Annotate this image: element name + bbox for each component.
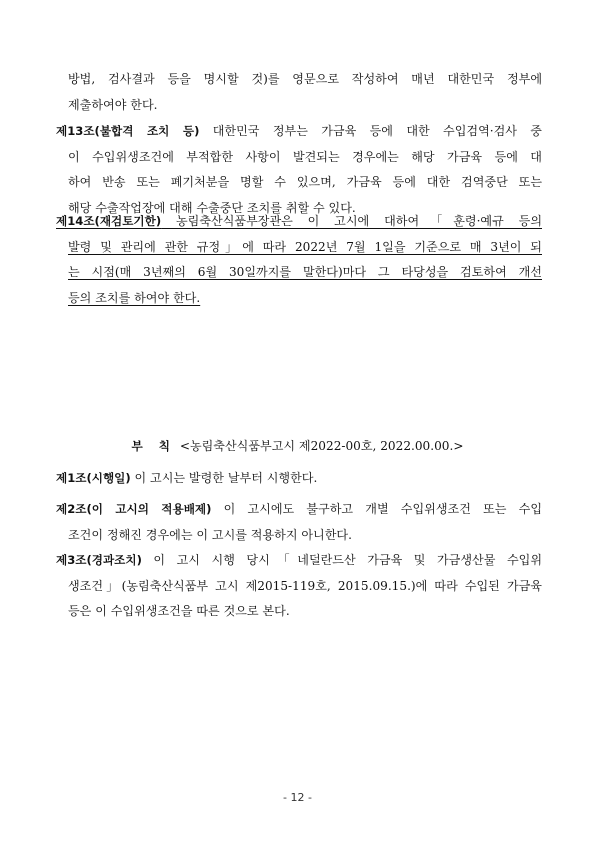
appendix-title	[0, 434, 595, 459]
article-first-line	[56, 548, 542, 574]
supplementary-article-1	[56, 466, 542, 492]
article-text: 이 고시에도 불구하고 개별 수입위생조건 또는 수입	[211, 502, 542, 516]
article-text: 대한민국 정부는 가금육 등에 대한 수입검역·검사 중	[199, 124, 542, 138]
article-text: 이 고시 시행 당시「네덜란드산 가금육 및 가금생산물 수입위	[141, 553, 542, 567]
paragraph-line: 방법, 검사결과 등을 명시할 것)를 영문으로 작성하여 매년 대한민국 정부에	[68, 72, 542, 86]
article-heading: 제14조(재검토기한)	[56, 214, 162, 228]
page-number: - 12 -	[283, 791, 312, 804]
article-heading: 제1조(시행일)	[56, 471, 131, 485]
article-13	[56, 119, 542, 221]
article-heading: 제2조(이 고시의 적용배제)	[56, 502, 212, 516]
article-first-line	[56, 466, 542, 492]
article-line: 해당 수출작업장에 대해 수출중단 조치를 취할 수 있다.	[68, 200, 356, 215]
article-line: 등의 조치를 하여야 한다.	[68, 290, 201, 305]
article-line: 등은 이 수입위생조건을 따른 것으로 본다.	[68, 604, 290, 618]
article-14	[56, 209, 542, 311]
article-line: 생조건」(농림축산식품부 고시 제2015-119호, 2015.09.15.)에 따라 수입된 가금육	[68, 578, 542, 593]
article-line: 이 수입위생조건에 부적합한 사항이 발견되는 경우에는 해당 가금육 등에 대	[68, 149, 542, 164]
appendix-notice: <농림축산식품부고시 제2022-00호, 2022.00.00.>	[179, 439, 464, 453]
article-text: 농림축산식품부장관은 이 고시에 대하여「훈령·예규 등의	[161, 214, 542, 228]
article-first-line	[56, 119, 542, 145]
article-text: 이 고시는 발령한 날부터 시행한다.	[130, 471, 318, 485]
article-line: 하여 반송 또는 폐기처분을 명할 수 있으며, 가금육 등에 대한 검역중단 또는	[68, 175, 542, 189]
article-line: 발령 및 관리에 관한 규정」에 따라 2022년 7월 1일을 기준으로 매 3년이 되	[68, 239, 542, 254]
article-line: 조건이 정해진 경우에는 이 고시를 적용하지 아니한다.	[68, 527, 352, 542]
appendix-label: 부 칙	[131, 439, 176, 453]
article-heading: 제13조(불합격 조치 등)	[56, 124, 200, 138]
supplementary-article-2	[56, 497, 542, 548]
paragraph-line: 제출하여야 한다.	[68, 97, 158, 112]
article-first-line	[56, 209, 542, 235]
continued-paragraph	[56, 67, 542, 118]
supplementary-article-3	[56, 548, 542, 625]
article-line: 는 시점(매 3년째의 6월 30일까지를 말한다)마다 그 타당성을 검토하여 개선	[68, 265, 542, 279]
article-first-line	[56, 497, 542, 523]
article-heading: 제3조(경과조치)	[56, 553, 142, 567]
